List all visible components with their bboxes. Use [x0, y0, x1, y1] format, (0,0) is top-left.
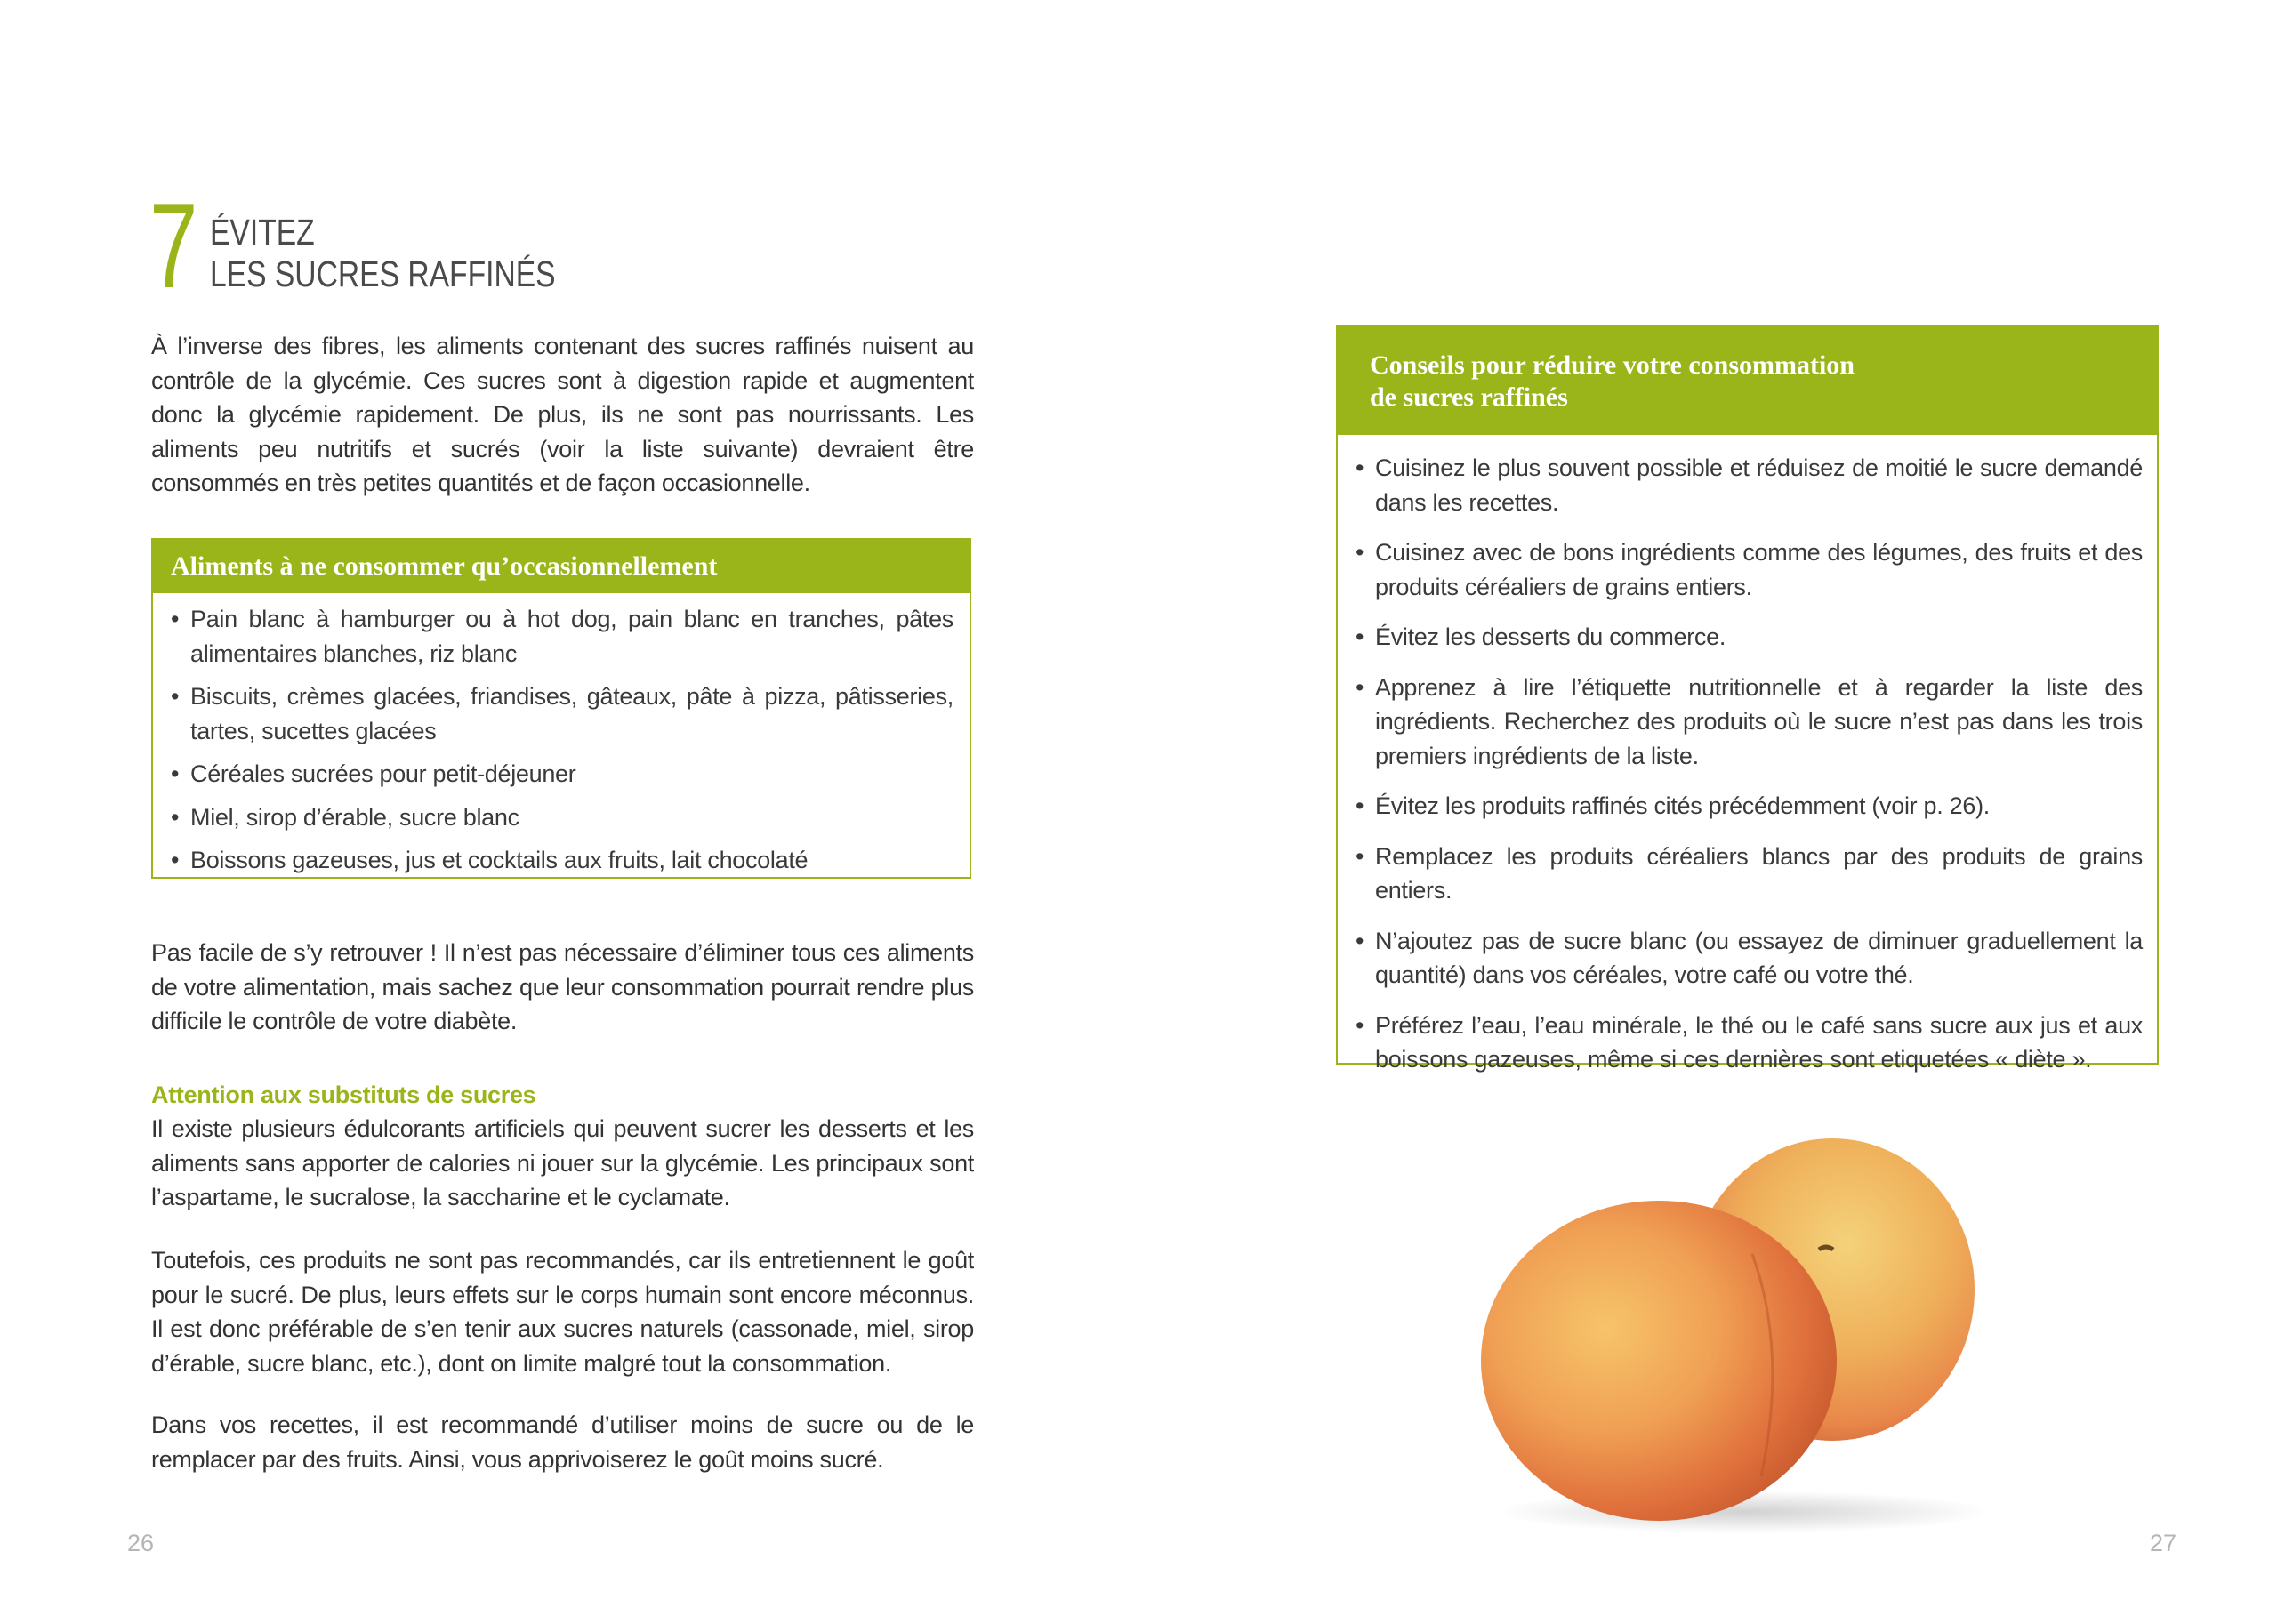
list-item: • Préférez l’eau, l’eau minérale, le thé ou le café sans sucre aux jus et aux boissons gazeuses, même si ces dernières sont etiquetées « diète ».: [1356, 1009, 2143, 1077]
paragraph-5: Dans vos recettes, il est recommandé d’utiliser moins de sucre ou de le remplacer par des fruits. Ainsi, vous apprivoiserez le goût moins sucré.: [151, 1411, 974, 1473]
title-line-1: ÉVITEZ: [210, 212, 315, 253]
list-item: • Cuisinez le plus souvent possible et réduisez de moitié le sucre demandé dans les recettes.: [1356, 451, 2143, 519]
page-title: [210, 212, 556, 295]
tips-box: [1336, 325, 2159, 1073]
peach-front: [1481, 1201, 1837, 1521]
tips-list: [1338, 435, 2157, 1077]
intro-paragraph: À l’inverse des fibres, les aliments contenant des sucres raffinés nuisent au contrôle de la glycémie. Ces sucres sont à digestion rapide et augmentent donc la glycémie rapidement. De plus, ils ne sont pas nourrissants. Les aliments peu nutritifs et sucrés (voir la liste suivante) devraient être consommés en très petites quantités et de façon occasionnelle.: [151, 333, 974, 496]
paragraph-4: Toutefois, ces produits ne sont pas recommandés, car ils entretiennent le goût pour le sucré. De plus, leurs effets sur le corps humain sont encore méconnus. Il est donc préférable de s’en tenir aux sucres naturels (cassonade, miel, sirop d’érable, sucre blanc, etc.), dont on limite malgré tout la consommation.: [151, 1247, 974, 1377]
occasional-foods-list: [153, 593, 970, 878]
list-item: • Remplacez les produits céréaliers blancs par des produits de grains entiers.: [1356, 840, 2143, 908]
page-number-left: 26: [127, 1530, 155, 1556]
list-item: • Apprenez à lire l’étiquette nutritionnelle et à regarder la liste des ingrédients. Recherchez des produits où le sucre n’est pas dans les trois premiers ingrédients de la liste.: [1356, 671, 2143, 774]
occasional-foods-box-header: Aliments à ne consommer qu’occasionnellement: [153, 540, 970, 593]
tips-header-line-1: Conseils pour réduire votre consommation: [1370, 350, 1855, 380]
list-item: • Miel, sirop d’érable, sucre blanc: [171, 800, 953, 835]
list-item: • Biscuits, crèmes glacées, friandises, gâteaux, pâte à pizza, pâtisseries, tartes, sucettes glacées: [171, 679, 953, 748]
list-item: • Céréales sucrées pour petit-déjeuner: [171, 757, 953, 792]
paragraph-3: Il existe plusieurs édulcorants artificiels qui peuvent sucrer les desserts et les aliments sans apporter de calories ni jouer sur la glycémie. Les principaux sont l’aspartame, le sucralose, la saccharine et le cyclamate.: [151, 1115, 974, 1210]
tips-header-line-2: de sucres raffinés: [1370, 382, 1568, 412]
list-item: • Boissons gazeuses, jus et cocktails aux fruits, lait chocolaté: [171, 843, 953, 878]
peaches-image: [1459, 1121, 2010, 1539]
occasional-foods-box: [151, 538, 971, 879]
list-item: • Pain blanc à hamburger ou à hot dog, pain blanc en tranches, pâtes alimentaires blanches, riz blanc: [171, 602, 953, 671]
subheading-substitutes: Attention aux substituts de sucres: [151, 1081, 536, 1108]
tips-box-header: [1338, 326, 2157, 435]
section-number: 7: [149, 178, 198, 313]
list-item: • N’ajoutez pas de sucre blanc (ou essayez de diminuer graduellement la quantité) dans vos céréales, votre café ou votre thé.: [1356, 924, 2143, 993]
peach-back-stem: [1819, 1247, 1833, 1250]
list-item: • Cuisinez avec de bons ingrédients comme des légumes, des fruits et des produits céréaliers de grains entiers.: [1356, 535, 2143, 604]
list-item: • Évitez les desserts du commerce.: [1356, 620, 2143, 655]
list-item: • Évitez les produits raffinés cités précédemment (voir p. 26).: [1356, 789, 2143, 824]
paragraph-2: Pas facile de s’y retrouver ! Il n’est pas nécessaire d’éliminer tous ces aliments de votre alimentation, mais sachez que leur consommation pourrait rendre plus difficile le contrôle de votre diabète.: [151, 939, 974, 1034]
page-number-right: 27: [2150, 1530, 2177, 1556]
right-page: [1138, 0, 2277, 1624]
title-line-2: LES SUCRES RAFFINÉS: [210, 253, 556, 294]
left-page: [0, 0, 1138, 1624]
